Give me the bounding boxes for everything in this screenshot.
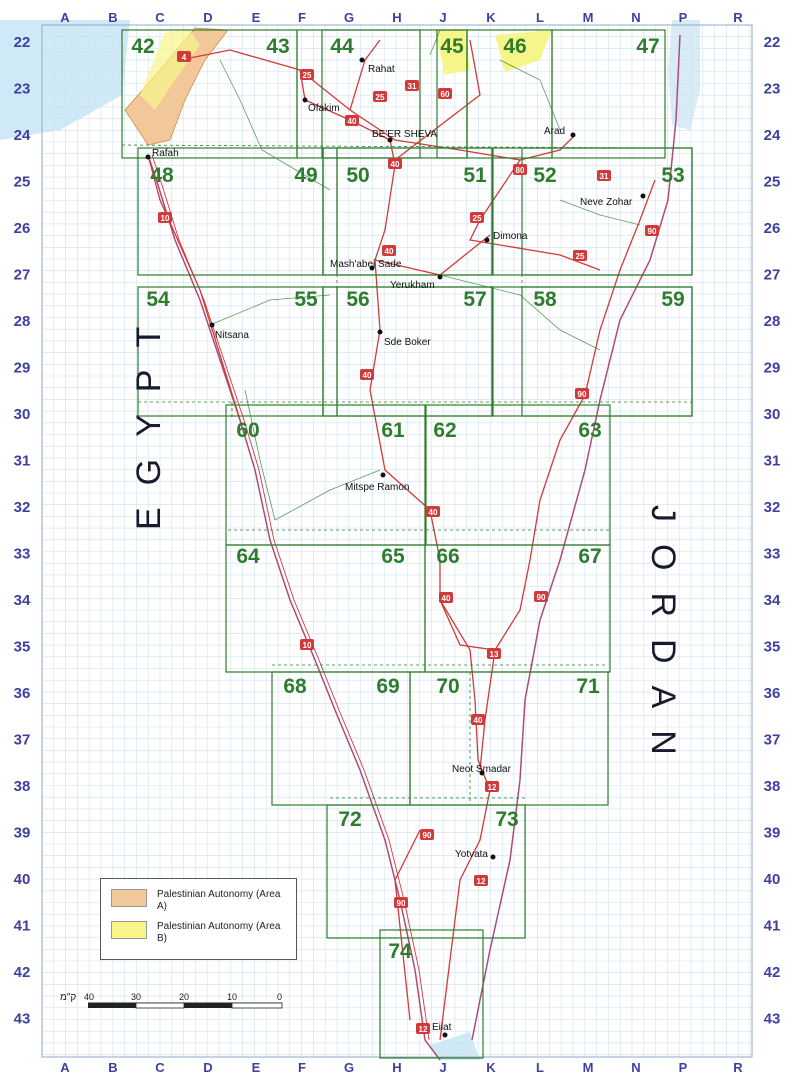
grid-col-label-top: H <box>392 10 402 25</box>
grid-row-label-right: 32 <box>763 499 781 516</box>
grid-row-label-right: 33 <box>763 545 781 563</box>
grid-row-label-left: 41 <box>13 917 31 935</box>
legend-label: Palestinian Autonomy (Area B) <box>157 921 281 944</box>
grid-row-label-left: 31 <box>13 452 31 470</box>
grid-col-label-top: F <box>298 10 306 25</box>
legend-item-area-a <box>111 889 287 913</box>
grid-col-label-bottom: E <box>251 1060 261 1075</box>
grid-row-label-left: 37 <box>13 731 31 749</box>
sheet-number-label[interactable]: 65 <box>381 545 405 568</box>
road-number-badge <box>158 212 172 223</box>
sheet-number-label[interactable]: 55 <box>294 288 318 311</box>
legend <box>100 878 297 960</box>
road-number-badge <box>420 829 434 840</box>
road-number: 31 <box>599 172 609 181</box>
sheet-number-label[interactable]: 44 <box>330 35 354 58</box>
grid-col-label-bottom: D <box>203 1060 213 1075</box>
grid-row-label-right: 27 <box>763 266 781 284</box>
sheet-number-label[interactable]: 64 <box>236 545 260 568</box>
road-number: 90 <box>422 831 432 840</box>
road-number: 80 <box>515 166 525 175</box>
road-number: 40 <box>390 160 400 169</box>
road-number: 25 <box>472 214 482 223</box>
road-number-badge <box>394 897 408 908</box>
place-label: Yerukham <box>390 280 435 291</box>
road-number: 13 <box>489 650 499 659</box>
grid-row-label-left: 30 <box>13 406 31 423</box>
road-number: 40 <box>347 117 357 126</box>
road-number-badge <box>645 225 659 236</box>
sheet-number-label[interactable]: 53 <box>661 164 685 187</box>
grid-col-label-bottom: A <box>60 1060 70 1075</box>
scale-tick: 30 <box>131 992 142 1002</box>
grid-row-label-left: 32 <box>13 499 31 516</box>
grid-row-label-right: 40 <box>763 871 781 888</box>
grid-col-label-top: G <box>343 10 355 25</box>
grid-row-label-left: 24 <box>13 127 31 144</box>
grid-row-label-right: 26 <box>763 220 781 237</box>
sheet-number-label[interactable]: 45 <box>440 35 464 58</box>
sheet-number-label[interactable]: 48 <box>150 164 174 187</box>
place-label: Neve Zohar <box>580 197 633 208</box>
grid-col-label-top: M <box>582 10 594 25</box>
grid-col-label-top: P <box>678 10 688 25</box>
grid-row-label-right: 41 <box>763 917 781 935</box>
road-number-badge <box>416 1023 430 1034</box>
grid-col-label-top: E <box>251 10 261 25</box>
grid-row-label-right: 22 <box>763 34 781 51</box>
road-number-badge <box>300 69 314 80</box>
road-number-badge <box>471 714 485 725</box>
place-label: Rahat <box>368 64 395 75</box>
road-number: 60 <box>440 90 450 99</box>
grid-col-label-top: A <box>60 10 70 25</box>
grid-col-label-top: L <box>536 10 544 25</box>
road-number-badge <box>485 781 499 792</box>
road-number: 25 <box>375 93 385 102</box>
grid-row-label-right: 35 <box>763 638 781 656</box>
egypt-label: EGYPT <box>130 304 168 530</box>
sheet-number-label[interactable]: 52 <box>533 164 557 187</box>
scale-tick: 20 <box>179 992 190 1002</box>
road-number-badge <box>405 80 419 91</box>
scale-tick: 40 <box>84 992 95 1002</box>
grid-col-label-bottom: K <box>486 1060 496 1075</box>
road-number-badge <box>388 158 402 169</box>
sheet-number-label[interactable]: 56 <box>346 288 370 311</box>
road-number-badge <box>534 591 548 602</box>
grid-row-label-right: 23 <box>763 80 781 98</box>
place-marker <box>381 473 386 478</box>
road-number: 31 <box>407 82 417 91</box>
legend-label: Palestinian Autonomy (Area A) <box>157 889 281 912</box>
place-marker <box>146 155 151 160</box>
sheet-number-label[interactable]: 70 <box>436 675 460 698</box>
grid-col-label-top: R <box>733 10 743 25</box>
grid-row-label-left: 36 <box>13 685 31 702</box>
place-label: Arad <box>544 126 566 137</box>
road-number-badge <box>177 51 191 62</box>
grid-row-label-right: 38 <box>763 778 781 795</box>
sheet-number-label[interactable]: 54 <box>146 288 170 311</box>
area-b-swatch <box>111 921 147 939</box>
road-number: 12 <box>418 1025 428 1034</box>
scale-bar <box>60 992 282 1008</box>
road-number-badge <box>470 212 484 223</box>
grid-col-label-bottom: B <box>108 1060 118 1075</box>
grid-row-label-left: 38 <box>13 778 31 795</box>
road-number-badge <box>426 506 440 517</box>
grid-row-label-left: 27 <box>13 266 31 284</box>
sheet-number-label[interactable]: 69 <box>376 675 400 698</box>
place-label: Eilat <box>432 1022 452 1033</box>
road-number: 90 <box>647 227 657 236</box>
sheet-number-label[interactable]: 59 <box>661 288 685 311</box>
road-number: 40 <box>428 508 438 517</box>
road-number: 40 <box>384 247 394 256</box>
grid-row-label-left: 25 <box>13 173 31 191</box>
grid-col-label-bottom: L <box>536 1060 544 1075</box>
road-number: 40 <box>362 371 372 380</box>
grid-col-label-bottom: C <box>155 1060 165 1075</box>
grid-col-label-bottom: N <box>631 1060 641 1075</box>
road-number: 40 <box>473 716 483 725</box>
grid-row-label-left: 35 <box>13 638 31 656</box>
place-label: Mash'abei Sade <box>330 259 402 270</box>
grid-col-label-top: D <box>203 10 213 25</box>
place-marker <box>443 1033 448 1038</box>
road-number-badge <box>345 115 359 126</box>
grid-col-label-top: J <box>439 10 447 25</box>
sheet-number-label[interactable]: 43 <box>266 35 290 58</box>
grid-row-label-right: 28 <box>763 313 781 330</box>
grid-row-label-right: 24 <box>763 127 781 144</box>
scale-tick: 0 <box>277 992 283 1002</box>
grid-col-label-top: N <box>631 10 641 25</box>
road-number: 90 <box>396 899 406 908</box>
road-number-badge <box>373 91 387 102</box>
grid-col-label-bottom: F <box>298 1060 306 1075</box>
sheet-number-label[interactable]: 67 <box>578 545 602 568</box>
road-number: 25 <box>575 252 585 261</box>
grid-row-label-left: 22 <box>13 34 31 51</box>
sheet-number-label[interactable]: 46 <box>503 35 527 58</box>
road-number: 10 <box>302 641 312 650</box>
road-number: 40 <box>441 594 451 603</box>
grid-col-label-bottom: P <box>678 1060 688 1075</box>
road-number-badge <box>597 170 611 181</box>
road-number: 10 <box>160 214 170 223</box>
road-number: 90 <box>536 593 546 602</box>
grid-col-label-bottom: H <box>392 1060 402 1075</box>
sheet-number-label[interactable]: 73 <box>495 808 519 831</box>
area-a-swatch <box>111 889 147 907</box>
place-label: Rafah <box>152 148 179 159</box>
place-marker <box>210 323 215 328</box>
grid-col-label-bottom: J <box>439 1060 447 1075</box>
place-marker <box>378 330 383 335</box>
grid-row-label-right: 29 <box>763 359 781 377</box>
grid-row-label-right: 34 <box>763 592 781 609</box>
grid-row-label-right: 37 <box>763 731 781 749</box>
grid-row-label-right: 43 <box>763 1010 781 1028</box>
grid-row-label-left: 42 <box>13 964 31 981</box>
place-label: Nitsana <box>215 330 249 341</box>
road-number: 25 <box>302 71 312 80</box>
grid-row-label-left: 34 <box>13 592 31 609</box>
grid-row-label-left: 33 <box>13 545 31 563</box>
place-marker <box>360 58 365 63</box>
sheet-number-label[interactable]: 47 <box>636 35 660 58</box>
grid-col-label-bottom: R <box>733 1060 743 1075</box>
grid-row-label-left: 40 <box>13 871 31 888</box>
road-number-badge <box>487 648 501 659</box>
sheet-number-label[interactable]: 72 <box>338 808 362 831</box>
jordan-label: JORDAN <box>644 505 682 777</box>
road-number: 90 <box>577 390 587 399</box>
road-number-badge <box>438 88 452 99</box>
road-number-badge <box>300 639 314 650</box>
place-marker <box>491 855 496 860</box>
grid-col-label-top: B <box>108 10 118 25</box>
place-marker <box>438 275 443 280</box>
grid-row-label-left: 26 <box>13 220 31 237</box>
sheet-number-label[interactable]: 57 <box>463 288 487 311</box>
sheet-number-label[interactable]: 74 <box>388 940 412 963</box>
sheet-number-label[interactable]: 66 <box>436 545 460 568</box>
place-label: Dimona <box>493 231 528 242</box>
grid-col-label-bottom: G <box>343 1060 355 1075</box>
place-label: Yotvata <box>455 849 488 860</box>
road-number-badge <box>382 245 396 256</box>
grid-row-label-left: 43 <box>13 1010 31 1028</box>
road-number-badge <box>360 369 374 380</box>
place-marker <box>641 194 646 199</box>
sheet-number-label[interactable]: 50 <box>346 164 370 187</box>
scale-tick: 10 <box>227 992 238 1002</box>
road-number: 4 <box>181 53 187 62</box>
grid-row-label-right: 39 <box>763 824 781 842</box>
sheet-number-label[interactable]: 51 <box>463 164 487 187</box>
grid-row-label-right: 25 <box>763 173 781 191</box>
grid-row-label-left: 39 <box>13 824 31 842</box>
sheet-number-label[interactable]: 62 <box>433 419 457 442</box>
grid-row-label-left: 28 <box>13 313 31 330</box>
sheet-number-label[interactable]: 68 <box>283 675 307 698</box>
sheet-number-label[interactable]: 60 <box>236 419 260 442</box>
sheet-number-label[interactable]: 71 <box>576 675 600 698</box>
scale-unit: ק"מ <box>60 992 77 1003</box>
grid-row-label-left: 29 <box>13 359 31 377</box>
place-label: Neot Smadar <box>452 764 511 775</box>
road-number-badge <box>575 388 589 399</box>
place-label: BE'ER SHEVA <box>372 129 438 140</box>
sheet-number-label[interactable]: 61 <box>381 419 405 442</box>
place-label: Mitspe Ramon <box>345 482 410 493</box>
grid-col-label-top: K <box>486 10 496 25</box>
grid-col-label-bottom: M <box>582 1060 594 1075</box>
grid-col-label-top: C <box>155 10 165 25</box>
place-label: Ofakim <box>308 103 340 114</box>
road-number-badge <box>474 875 488 886</box>
sheet-number-label[interactable]: 42 <box>131 35 155 58</box>
place-marker <box>571 133 576 138</box>
grid-row-label-right: 30 <box>763 406 781 423</box>
place-marker <box>485 238 490 243</box>
grid-row-label-right: 36 <box>763 685 781 702</box>
legend-item-area-b <box>111 921 287 945</box>
sheet-number-label[interactable]: 58 <box>533 288 557 311</box>
road-number: 12 <box>476 877 486 886</box>
grid-row-label-right: 31 <box>763 452 781 470</box>
sheet-number-label[interactable]: 49 <box>294 164 318 187</box>
road-number: 12 <box>487 783 497 792</box>
grid-row-label-left: 23 <box>13 80 31 98</box>
road-number-badge <box>439 592 453 603</box>
sheet-number-label[interactable]: 63 <box>578 419 602 442</box>
road-number-badge <box>573 250 587 261</box>
place-label: Sde Boker <box>384 337 431 348</box>
grid-row-label-right: 42 <box>763 964 781 981</box>
road-number-badge <box>513 164 527 175</box>
place-marker <box>303 98 308 103</box>
